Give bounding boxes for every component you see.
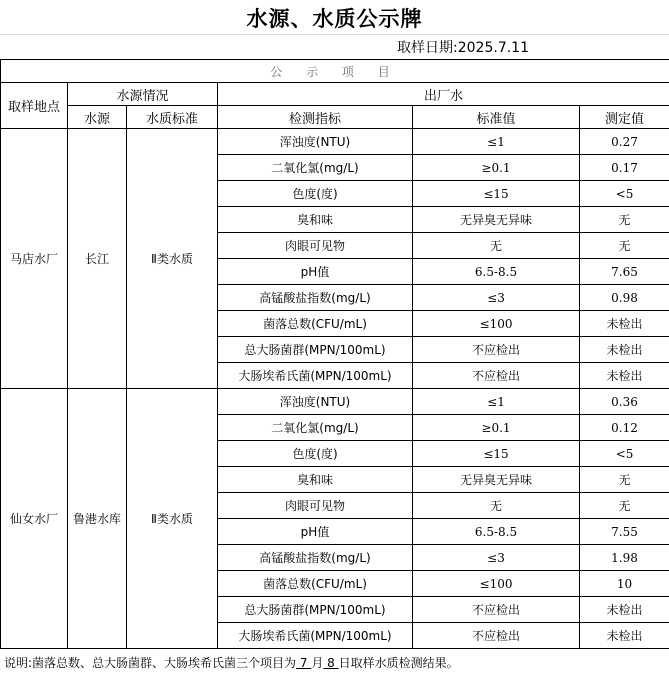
- table-row: [1, 389, 669, 415]
- indicator-cell: 高锰酸盐指数(mg/L): [218, 545, 413, 571]
- standard-cell: ≤15: [413, 441, 580, 467]
- value-cell: 0.27: [580, 129, 669, 155]
- standard-cell: 无: [413, 233, 580, 259]
- header-standard-value: 标准值: [413, 106, 580, 129]
- value-cell: 未检出: [580, 311, 669, 337]
- standard-cell: 不应检出: [413, 597, 580, 623]
- indicator-cell: 二氧化氯(mg/L): [218, 155, 413, 181]
- standard-cell: 无异臭无异味: [413, 207, 580, 233]
- standard-cell: ≤3: [413, 545, 580, 571]
- standard-cell: ≥0.1: [413, 415, 580, 441]
- footnote-suffix: 日取样水质检测结果。: [338, 656, 459, 670]
- header-plant-water: 出厂水: [218, 83, 669, 106]
- standard-cell: 无异臭无异味: [413, 467, 580, 493]
- water-quality-table: [0, 59, 669, 649]
- site-standard: Ⅱ类水质: [127, 129, 218, 389]
- standard-cell: ≥0.1: [413, 155, 580, 181]
- standard-cell: 无: [413, 493, 580, 519]
- standard-cell: 6.5-8.5: [413, 259, 580, 285]
- indicator-cell: pH值: [218, 259, 413, 285]
- standard-cell: ≤100: [413, 571, 580, 597]
- standard-cell: 不应检出: [413, 363, 580, 389]
- footnote-day: 8: [323, 656, 339, 670]
- standard-cell: ≤3: [413, 285, 580, 311]
- indicator-cell: 浑浊度(NTU): [218, 389, 413, 415]
- indicator-cell: pH值: [218, 519, 413, 545]
- standard-cell: ≤1: [413, 129, 580, 155]
- header-measured-value: 测定值: [580, 106, 669, 129]
- indicator-cell: 肉眼可见物: [218, 493, 413, 519]
- standard-cell: ≤1: [413, 389, 580, 415]
- indicator-cell: 总大肠菌群(MPN/100mL): [218, 597, 413, 623]
- site-standard: Ⅱ类水质: [127, 389, 218, 649]
- value-cell: 0.36: [580, 389, 669, 415]
- footnote-month-unit: 月: [311, 656, 324, 670]
- value-cell: 无: [580, 493, 669, 519]
- value-cell: 未检出: [580, 623, 669, 649]
- value-cell: 7.55: [580, 519, 669, 545]
- value-cell: <5: [580, 181, 669, 207]
- value-cell: 10: [580, 571, 669, 597]
- indicator-cell: 肉眼可见物: [218, 233, 413, 259]
- value-cell: 未检出: [580, 363, 669, 389]
- header-indicator: 检测指标: [218, 106, 413, 129]
- standard-cell: 6.5-8.5: [413, 519, 580, 545]
- indicator-cell: 大肠埃希氏菌(MPN/100mL): [218, 363, 413, 389]
- header-water-source-group: 水源情况: [68, 83, 218, 106]
- indicator-cell: 高锰酸盐指数(mg/L): [218, 285, 413, 311]
- site-name: 马店水厂: [1, 129, 68, 389]
- indicator-cell: 菌落总数(CFU/mL): [218, 311, 413, 337]
- value-cell: 0.12: [580, 415, 669, 441]
- value-cell: 未检出: [580, 597, 669, 623]
- indicator-cell: 色度(度): [218, 441, 413, 467]
- standard-cell: 不应检出: [413, 337, 580, 363]
- sampling-date: 取样日期:2025.7.11: [397, 40, 529, 56]
- standard-cell: ≤15: [413, 181, 580, 207]
- indicator-cell: 臭和味: [218, 207, 413, 233]
- value-cell: 无: [580, 207, 669, 233]
- value-cell: 7.65: [580, 259, 669, 285]
- value-cell: 0.17: [580, 155, 669, 181]
- table-row: [1, 129, 669, 155]
- footnote-prefix: 说明:菌落总数、总大肠菌群、大肠埃希氏菌三个项目为: [4, 656, 297, 670]
- notice-table-wrapper: [0, 59, 669, 649]
- indicator-cell: 浑浊度(NTU): [218, 129, 413, 155]
- site-source: 长江: [68, 129, 127, 389]
- header-quality-standard: 水质标准: [127, 106, 218, 129]
- header-source: 水源: [68, 106, 127, 129]
- value-cell: 1.98: [580, 545, 669, 571]
- standard-cell: 不应检出: [413, 623, 580, 649]
- value-cell: 无: [580, 233, 669, 259]
- footnote: [0, 651, 669, 675]
- value-cell: 0.98: [580, 285, 669, 311]
- indicator-cell: 色度(度): [218, 181, 413, 207]
- banner-heading: 公 示 项 目: [1, 60, 669, 83]
- site-name: 仙女水厂: [1, 389, 68, 649]
- footnote-month: 7: [296, 656, 312, 670]
- value-cell: 未检出: [580, 337, 669, 363]
- page-title: 水源、水质公示牌: [246, 7, 423, 31]
- indicator-cell: 臭和味: [218, 467, 413, 493]
- value-cell: <5: [580, 441, 669, 467]
- indicator-cell: 大肠埃希氏菌(MPN/100mL): [218, 623, 413, 649]
- indicator-cell: 总大肠菌群(MPN/100mL): [218, 337, 413, 363]
- standard-cell: ≤100: [413, 311, 580, 337]
- site-source: 鲁港水库: [68, 389, 127, 649]
- value-cell: 无: [580, 467, 669, 493]
- indicator-cell: 二氧化氯(mg/L): [218, 415, 413, 441]
- indicator-cell: 菌落总数(CFU/mL): [218, 571, 413, 597]
- header-site: 取样地点: [1, 83, 68, 129]
- title-divider: [0, 34, 669, 35]
